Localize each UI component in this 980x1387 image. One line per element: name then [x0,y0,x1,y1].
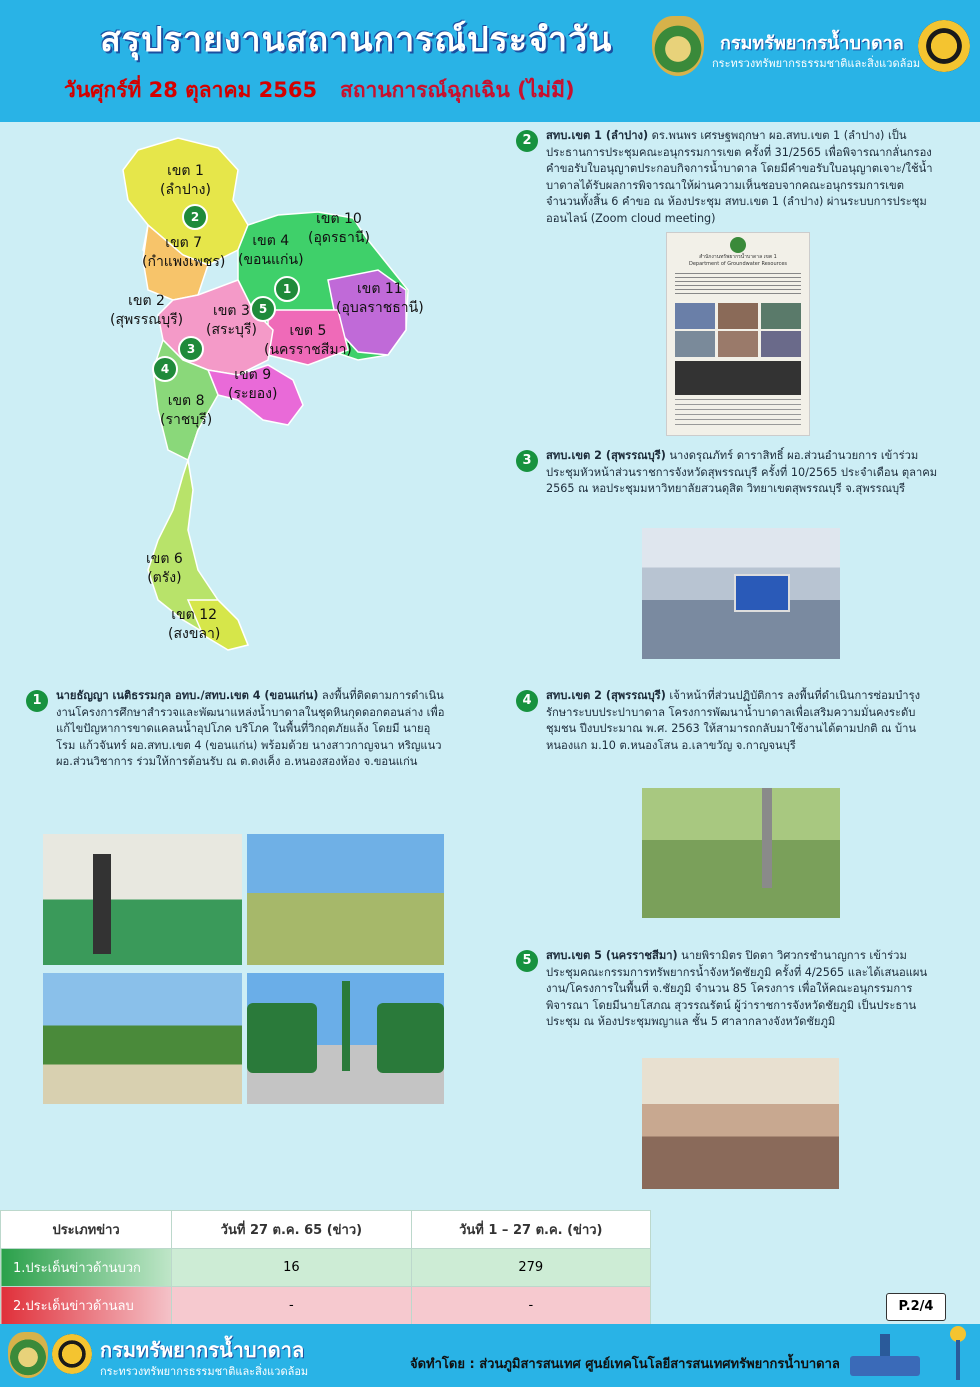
zone-name: เขต 6 [146,551,183,567]
document-title: Department of Groundwater Resources [688,261,787,267]
zone-label [110,292,183,330]
meeting-hall-photo [642,528,840,659]
item-number-badge: 4 [516,690,538,712]
zone-label [264,322,352,360]
table-header-row [1,1211,651,1249]
zone-label [308,210,370,248]
zone-province: (สงขลา) [168,626,221,642]
zone-label [142,234,225,272]
zone-province: (ระยอง) [228,386,278,402]
column-header: วันที่ 27 ต.ค. 65 (ข่าว) [172,1211,411,1249]
zone-name: เขต 4 [252,233,290,249]
zone-province: (ขอนแก่น) [238,252,304,268]
conference-room-photo [642,1058,839,1189]
table-row [1,1287,651,1325]
document-seal-icon [730,237,746,253]
drilling-truck-icon [850,1326,970,1384]
news-item-2 [546,128,938,228]
table-cell: - [411,1287,650,1325]
report-title: สรุปรายงานสถานการณ์ประจำวัน [100,20,613,60]
document-heading: สำนักงานทรัพยากรน้ำบาดาล เขต 1 [699,254,777,260]
report-date: วันศุกร์ที่ 28 ตุลาคม 2565 [64,78,318,102]
document-photo-grid [675,303,801,329]
site-visit-photo [247,834,444,965]
zone-label [336,280,424,318]
zone-name: เขต 1 [167,163,204,179]
zone-province: (อุดรธานี) [308,230,370,246]
dgr-seal-logo [652,16,704,76]
positive-news-label: 1.ประเด็นข่าวด้านบวก [1,1249,172,1287]
made-by-credit: จัดทำโดย : ส่วนภูมิสารสนเทศ ศูนย์เทคโนโลยีสารสนเทศทรัพยากรน้ำบาดาล [410,1357,840,1372]
news-body: ดร.พนพร เศรษฐพฤกษา ผอ.สทบ.เขต 1 (ลำปาง) เป็นประธานการประชุมคณะอนุกรรมการเขต ครั้งที่ 31/2565 เพื่อพิจารณากลั่นกรองคำขอรับใบอนุญาตประกอบกิจการน้ำบาดาล โดยมีคำขอรับใบอนุญาตเจาะ/ใช้น้ำบาดาลได้รับผลการพิจารณาให้ผ่านความเห็นชอบจากคณะอนุกรรมการเขต จำนวนทั้งสิ้น 6 คำขอ ณ ห้องประชุม สทบ.เขต 1 (ลำปาง) ผ่านระบบการประชุมออนไลน์ (Zoom cloud meeting) [546,129,933,225]
news-item-1 [56,688,448,771]
news-heading: สทบ.เขต 1 (ลำปาง) [546,129,649,142]
zone-label [146,550,183,588]
thailand-zone-map [88,130,428,660]
zone-label [238,232,304,270]
table-row [1,1249,651,1287]
item-number-badge: 2 [516,130,538,152]
projector-screen [734,574,790,612]
mnre-seal-logo [918,20,970,72]
map-marker-3: 3 [178,336,204,362]
map-marker-4: 4 [152,356,178,382]
news-heading: สทบ.เขต 2 (สุพรรณบุรี) [546,449,666,462]
zone-province: (สระบุรี) [206,322,257,338]
water-tower [342,981,350,1071]
green-tank-left [247,1003,317,1073]
item-number-badge: 1 [26,690,48,712]
news-heading: นายธัญญา เนติธรรมกุล อทบ./สทบ.เขต 4 (ขอนแก่น) [56,689,319,702]
document-screen-photo [675,361,801,395]
page-number: P.2/4 [886,1293,946,1321]
zone-name: เขต 5 [289,323,327,339]
item-number-badge: 5 [516,950,538,972]
zone-province: (กำแพงเพชร) [142,254,226,270]
negative-news-label: 2.ประเด็นข่าวด้านลบ [1,1287,172,1325]
zone-province: (อุบลราชธานี) [336,300,424,316]
table-cell: 279 [411,1249,650,1287]
field-group-photo [43,973,242,1104]
column-header: ประเภทข่าว [1,1211,172,1249]
column-header: วันที่ 1 – 27 ต.ค. (ข่าว) [411,1211,650,1249]
zone-province: (ลำปาง) [160,182,211,198]
document-text-lines [675,273,801,297]
table-cell: 16 [172,1249,411,1287]
zone-label [168,606,220,644]
news-item-4 [546,688,938,754]
news-item-3 [546,448,938,498]
emergency-status: สถานการณ์ฉุกเฉิน (ไม่มี) [340,78,575,102]
item-number-badge: 3 [516,450,538,472]
zone-province: (นครราชสีมา) [264,342,352,358]
news-summary-table [0,1210,651,1325]
zone-province: (สุพรรณบุรี) [110,312,184,328]
map-marker-2: 2 [182,204,208,230]
footer-mnre-seal-logo [52,1334,92,1374]
well-repair-photo [642,788,840,918]
zone-name: เขต 12 [171,607,218,623]
zone-name: เขต 8 [167,393,205,409]
zone-label [160,392,212,430]
document-table-lines [675,399,801,429]
news-body: เจ้าหน้าที่ส่วนปฏิบัติการ ลงพื้นที่ดำเนินการซ่อมบำรุงรักษาระบบประปาบาดาล โครงการพัฒนาน้ำบาดาลเพื่อเสริมความมั่นคงระดับชุมชน ปีงบประมาณ พ.ศ. 2563 ให้สามารถกลับมาใช้งานได้ตามปกติ ณ บ้านหนองแก ม.10 ต.หนองโสน อ.เลาขวัญ จ.กาญจนบุรี [546,689,921,752]
map-marker-5: 5 [250,296,276,322]
news-body: นางดรุณภัทร์ ดาราสิทธิ์ ผอ.ส่วนอำนวยการ เข้าร่วมประชุมหัวหน้าส่วนราชการจังหวัดสุพรรณบุรี ครั้งที่ 10/2565 ประจำเดือน ตุลาคม 2565 ณ หอประชุมมหาวิทยาลัยสวนดุสิต วิทยาเขตสุพรรณบุรี จ.สุพรรณบุรี [546,449,938,496]
zone-name: เขต 10 [316,211,362,227]
news-heading: สทบ.เขต 2 (สุพรรณบุรี) [546,689,666,702]
zone-label [228,366,277,404]
zone-province: (ตรัง) [147,570,182,586]
news-heading: สทบ.เขต 5 (นครราชสีมา) [546,949,678,962]
footer-department: กรมทรัพยากรน้ำบาดาล [100,1338,305,1362]
department-name: กรมทรัพยากรน้ำบาดาล [720,33,904,54]
zone-name: เขต 9 [234,367,272,383]
map-marker-1: 1 [274,276,300,302]
ministry-name: กระทรวงทรัพยากรธรรมชาติและสิ่งแวดล้อม [712,57,921,70]
water-tank-photo [247,973,444,1104]
zone-label [160,162,211,200]
news-item-5 [546,948,938,1031]
zone-name: เขต 11 [356,281,403,297]
table-cell: - [172,1287,411,1325]
meeting-document-thumbnail [666,232,810,436]
zone-name: เขต 2 [128,293,165,309]
footer-dgr-seal-logo [8,1332,48,1378]
news-body: นายพิรามิตร ปิดตา วิศวกรชำนาญการ เข้าร่วมประชุมคณะกรรมการทรัพยากรน้ำจังหวัดชัยภูมิ ครั้งที่ 4/2565 และได้เสนอแผนงาน/โครงการในพื้นที่ จ.ชัยภูมิ จำนวน 85 โครงการ เพื่อให้คณะอนุกรรมการพิจารณา โดยมีนายโสภณ สุวรรณรัตน์ ผู้ว่าราชการจังหวัดชัยภูมิ เป็นประธานประชุม ณ ห้องประชุมพญาแล ชั้น 5 ศาลากลางจังหวัดชัยภูมิ [546,949,928,1029]
well-pipe [762,788,772,888]
news-body: ลงพื้นที่ติดตามการดำเนินงานโครงการศึกษาสำรวจและพัฒนาแหล่งน้ำบาดาลในชุดหินกุดดอกตอนล่าง เพื่อแก้ไขปัญหาการขาดแคลนน้ำอุปโภค บริโภค ในพื้นที่วิกฤตภัยแล้ง โดยมี นายอุโรม แก้วจันทร์ ผอ.สทบ.เขต 4 (ขอนแก่น) พร้อมด้วย นางสาวกาญจนา หริญแนว ผอ.ส่วนวิชาการ ร่วมให้การต้อนรับ ณ ต.ดงเค็ง อ.หนองสองห้อง จ.ขอนแก่น [56,689,445,769]
pump-room-photo [43,834,242,965]
zone-name: เขต 7 [165,235,203,251]
zone-province: (ราชบุรี) [160,412,213,428]
green-tank-right [377,1003,444,1073]
footer-ministry: กระทรวงทรัพยากรธรรมชาติและสิ่งแวดล้อม [100,1365,309,1378]
zone-name: เขต 3 [213,303,250,319]
pump-column [93,854,111,954]
